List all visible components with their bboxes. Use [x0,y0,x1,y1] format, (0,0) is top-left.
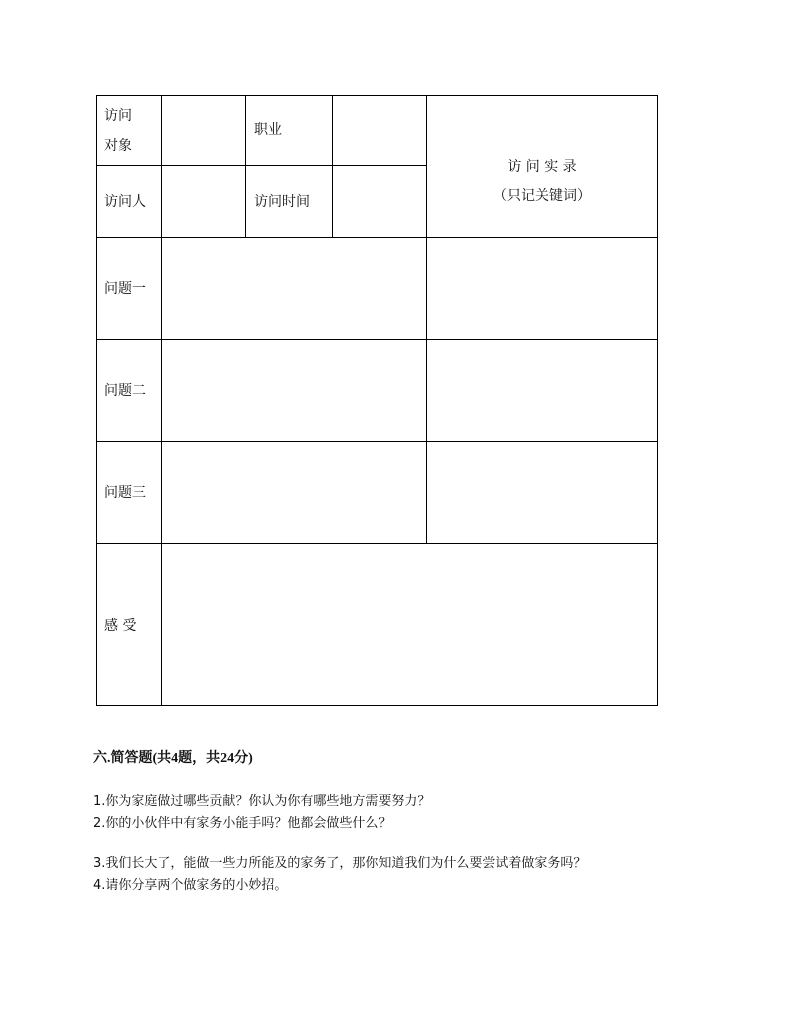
header-row-divider [96,165,427,166]
section-title: 六.简答题(共4题，共24分) [93,751,253,766]
row-divider-1 [96,237,658,238]
row-divider-4 [96,543,658,544]
header-col-3 [332,95,333,238]
row-divider-2 [96,339,658,340]
interview-time-label: 访问时间 [254,194,310,210]
question-2: 2.你的小伙伴中有家务小能手吗？他都会做些什么？ [93,816,392,831]
interviewee-label-line2: 对象 [104,138,132,154]
question-3: 3.我们长大了，能做一些力所能及的家务了，那你知道我们为什么要尝试着做家务吗？ [93,856,587,871]
table-left-border [96,95,97,706]
table-top-border [96,95,658,96]
interviewee-label-line1: 访问 [104,108,132,124]
question-1: 1.你为家庭做过哪些贡献？你认为你有哪些地方需要努力？ [93,794,431,809]
interviewer-label: 访问人 [104,194,146,210]
question-row-label-3: 问题三 [104,485,146,501]
record-title: 访 问 实 录 [507,159,577,175]
header-col-1 [161,95,162,706]
table-bottom-border [96,705,658,706]
feelings-label: 感 受 [104,618,137,634]
occupation-label: 职业 [254,122,282,138]
question-4: 4.请你分享两个做家务的小妙招。 [93,878,288,893]
header-col-2 [245,95,246,238]
record-note: （只记关键词） [493,188,591,204]
table-right-border [657,95,658,706]
row-divider-3 [96,441,658,442]
question-row-label-1: 问题一 [104,281,146,297]
question-row-label-2: 问题二 [104,383,146,399]
